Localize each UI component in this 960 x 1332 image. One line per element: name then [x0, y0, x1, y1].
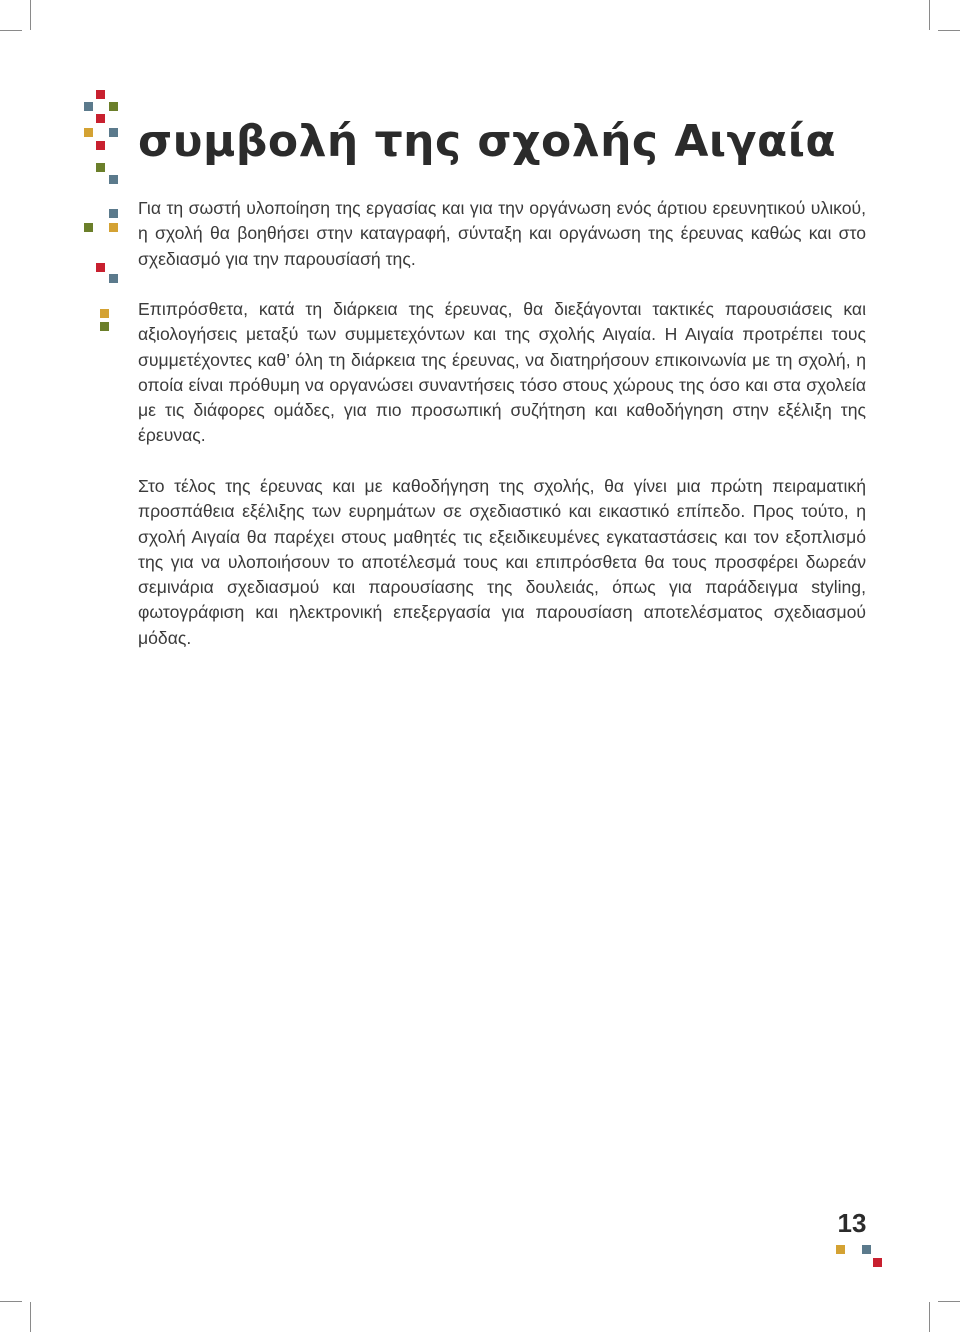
decor-square-icon: [109, 274, 118, 283]
paragraph-3: Στο τέλος της έρευνας και με καθοδήγηση της σχολής, θα γίνει μια πρώτη πειραματική προσπάθεια εξέλιξης των ευρημάτων σε σχεδιαστικό και εικαστικό επίπεδο. Προς τούτο, η σχολή Αιγαία θα παρέχει στους μαθητές τις εξειδικευμένες εγκαταστάσεις και τον εξοπλισμό της για να υλοποιήσουν το αποτέλεσμά τους και επιπρόσθετα θα τους προσφέρει δωρεάν σεμινάρια σχεδιασμού και παρουσίασης της δουλειάς, όπως για παράδειγμα styling, φωτογράφιση και ηλεκτρονική επεξεργασία για παρουσίαση αποτελέσματος σχεδιασμού μόδας.: [138, 476, 866, 648]
decor-square-icon: [96, 141, 105, 150]
decor-square-icon: [109, 102, 118, 111]
decor-square-icon: [96, 263, 105, 272]
paragraph-2: Επιπρόσθετα, κατά τη διάρκεια της έρευνας, θα διεξάγονται τακτικές παρουσιάσεις και αξιολογήσεις μεταξύ των συμμετεχόντων και της σχολής Αιγαία. Η Αιγαία προτρέπει τους συμμετέχοντες καθ’ όλη τη διάρκεια της έρευνας, να διατηρήσουν επικοινωνία με τη σχολή, η οποία είναι πρόθυμη να οργανώσει συναντήσεις τόσο στους χώρους της όσο και στα σχολεία με τις διάφορες ομάδες, για πιο προσωπική συζήτηση και καθοδήγηση στην εξέλιξη της έρευνας.: [138, 299, 866, 446]
decor-square-icon: [836, 1245, 845, 1254]
crop-mark-top-right-h: [938, 30, 960, 31]
decor-square-icon: [109, 209, 118, 218]
decor-square-icon: [109, 128, 118, 137]
decor-square-icon: [96, 114, 105, 123]
decor-square-icon: [84, 223, 93, 232]
decor-square-icon: [873, 1258, 882, 1267]
decor-square-icon: [96, 90, 105, 99]
crop-mark-bottom-right-h: [938, 1301, 960, 1302]
crop-mark-bottom-left-v: [30, 1302, 31, 1332]
decor-square-icon: [96, 163, 105, 172]
decor-square-icon: [100, 322, 109, 331]
paragraph-1: Για τη σωστή υλοποίηση της εργασίας και για την οργάνωση ενός άρτιου ερευνητικού υλικού, η σχολή θα βοηθήσει στην καταγραφή, σύνταξη και οργάνωση της έρευνας καθώς και στο σχεδιασμό για την παρουσίασή της.: [138, 198, 866, 269]
crop-mark-top-left-h: [0, 30, 22, 31]
crop-mark-top-right-v: [929, 0, 930, 30]
crop-mark-top-left-v: [30, 0, 31, 30]
decor-square-icon: [84, 102, 93, 111]
decor-square-icon: [100, 309, 109, 318]
decor-square-icon: [109, 175, 118, 184]
decor-square-icon: [84, 128, 93, 137]
crop-mark-bottom-left-h: [0, 1301, 22, 1302]
page-number: 13: [837, 1208, 867, 1238]
decor-square-icon: [862, 1245, 871, 1254]
page-title: συμβολή της σχολής Αιγαία: [138, 116, 837, 167]
crop-mark-bottom-right-v: [929, 1302, 930, 1332]
decor-square-icon: [109, 223, 118, 232]
